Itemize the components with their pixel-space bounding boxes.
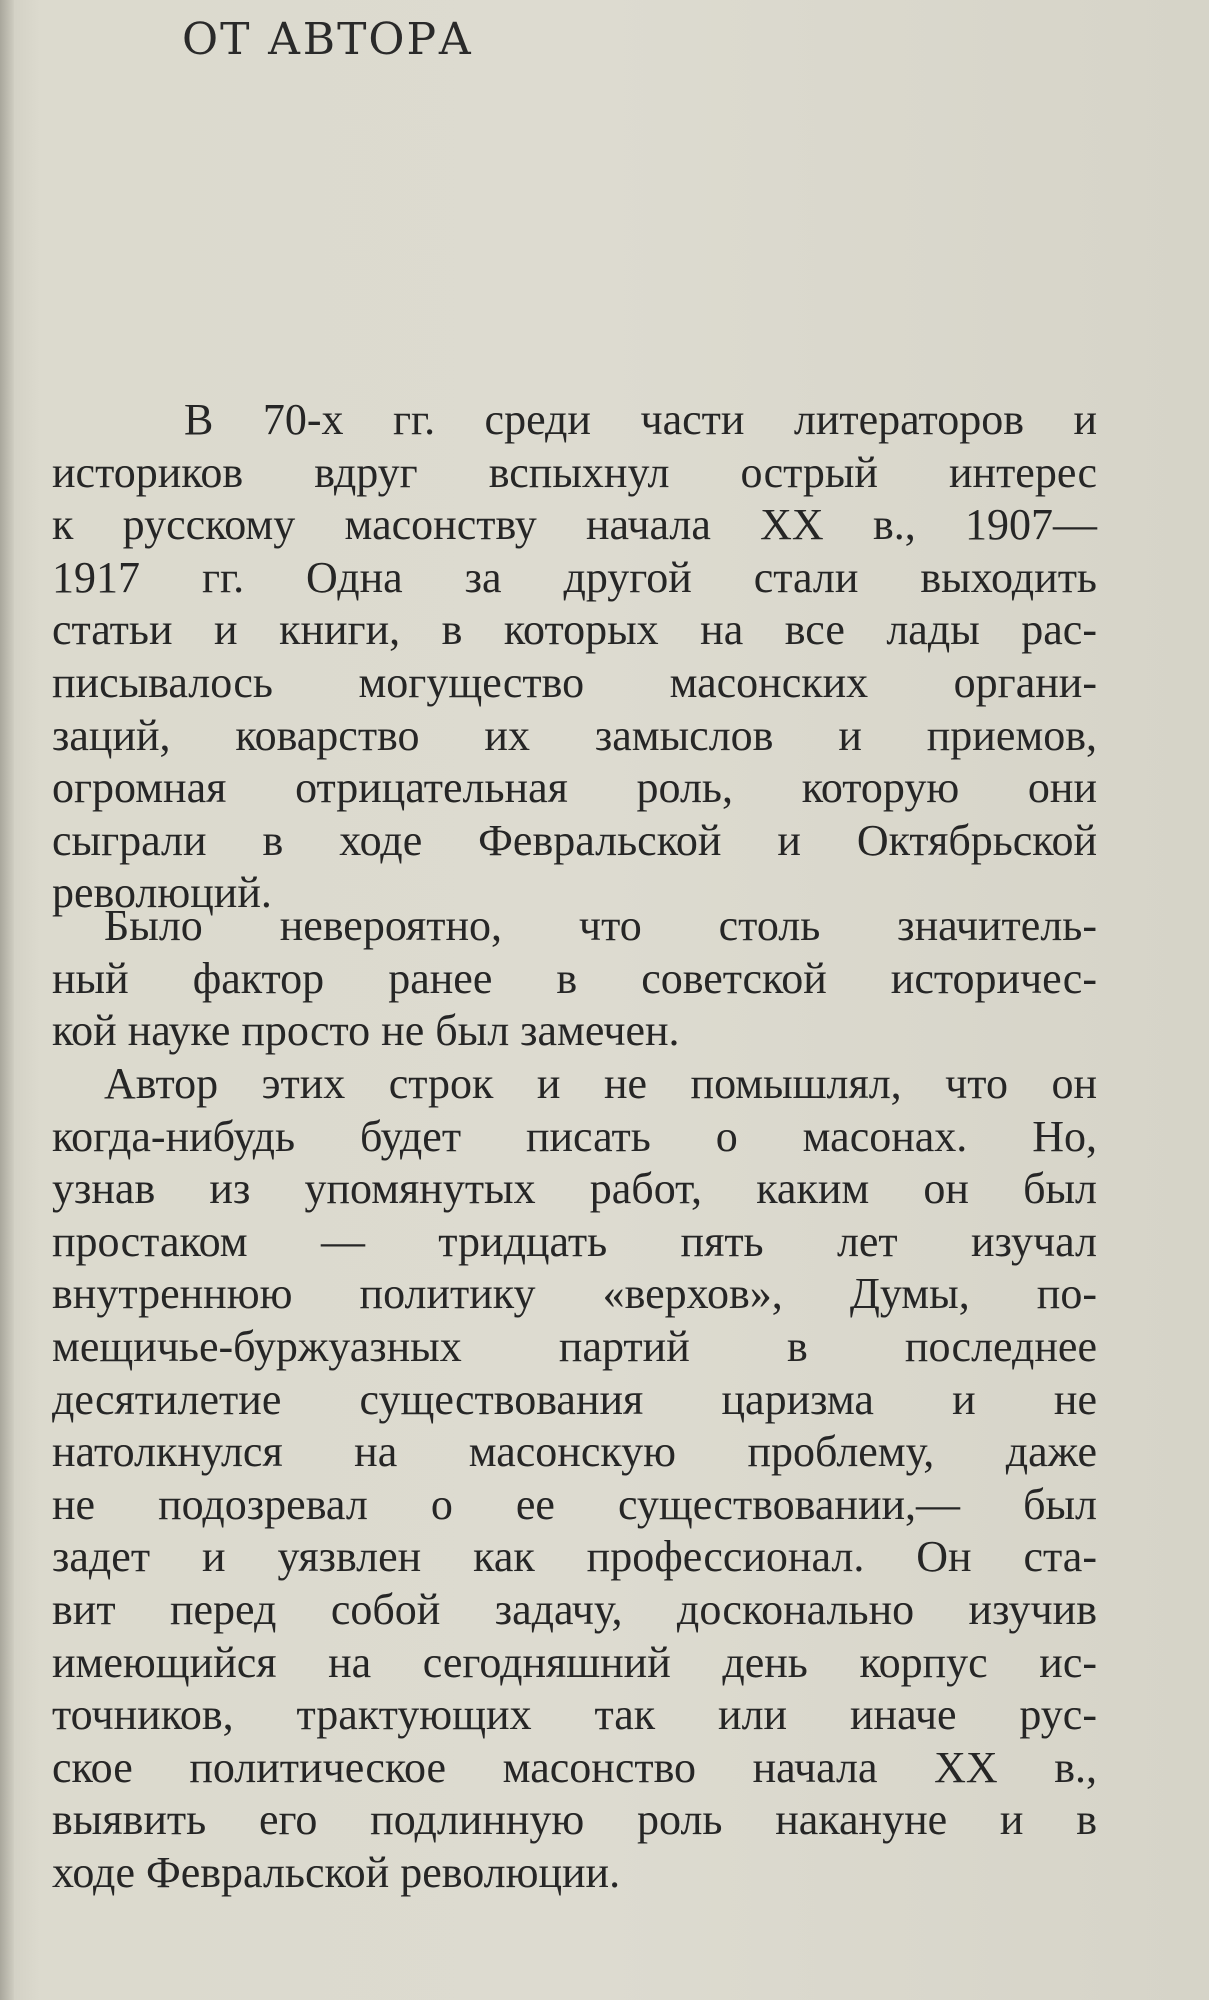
- text-line: Было невероятно, что столь значитель-: [104, 901, 1097, 950]
- text-line: задет и уязвлен как профессионал. Он ста-: [52, 1532, 1097, 1582]
- paragraph-3: [52, 1058, 1097, 1900]
- text-line: статьи и книги, в которых на все лады рас-: [52, 605, 1097, 655]
- text-line: сыграли в ходе Февральской и Октябрьской: [52, 815, 1097, 865]
- text-line: не подозревал о ее существовании,— был: [52, 1479, 1097, 1529]
- chapter-heading: ОТ АВТОРА: [182, 14, 474, 65]
- page-gutter-shadow: [0, 0, 14, 2000]
- text-line: десятилетие существования царизма и не: [52, 1374, 1097, 1424]
- text-line: внутреннюю политику «верхов», Думы, по-: [52, 1269, 1097, 1319]
- text-line: точников, трактующих так или иначе рус-: [52, 1690, 1097, 1740]
- text-line: натолкнулся на масонскую проблему, даже: [52, 1427, 1097, 1477]
- text-line: огромная отрицательная роль, которую они: [52, 763, 1097, 813]
- text-line: вит перед собой задачу, досконально изучив: [52, 1584, 1097, 1634]
- text-line: к русскому масонству начала XX в., 1907—: [52, 500, 1097, 550]
- text-line: ный фактор ранее в советской историчес-: [52, 953, 1097, 1003]
- text-line: узнав из упомянутых работ, каким он был: [52, 1164, 1097, 1214]
- text-line: писывалось могущество масонских органи-: [52, 657, 1097, 707]
- text-line: заций, коварство их замыслов и приемов,: [52, 710, 1097, 760]
- text-line: 1917 гг. Одна за другой стали выходить: [52, 552, 1097, 602]
- text-line: ское политическое масонство начала XX в.,: [52, 1742, 1097, 1792]
- text-line: выявить его подлинную роль накануне и в: [52, 1795, 1097, 1845]
- text-line: мещичье-буржуазных партий в последнее: [52, 1321, 1097, 1371]
- text-line: В 70-х гг. среди части литераторов и: [184, 395, 1097, 444]
- text-line: простаком — тридцать пять лет изучал: [52, 1216, 1097, 1266]
- text-line: когда-нибудь будет писать о масонах. Но,: [52, 1111, 1097, 1161]
- text-line: историков вдруг вспыхнул острый интерес: [52, 447, 1097, 497]
- text-line: кой науке просто не был замечен.: [52, 1006, 680, 1056]
- text-line: революций.: [52, 868, 272, 918]
- text-line: ходе Февральской революции.: [52, 1847, 621, 1897]
- paragraph-1: [52, 394, 1097, 920]
- paragraph-2: [52, 900, 1097, 1058]
- text-line: имеющийся на сегодняшний день корпус ис-: [52, 1637, 1097, 1687]
- text-line: Автор этих строк и не помышлял, что он: [104, 1059, 1097, 1108]
